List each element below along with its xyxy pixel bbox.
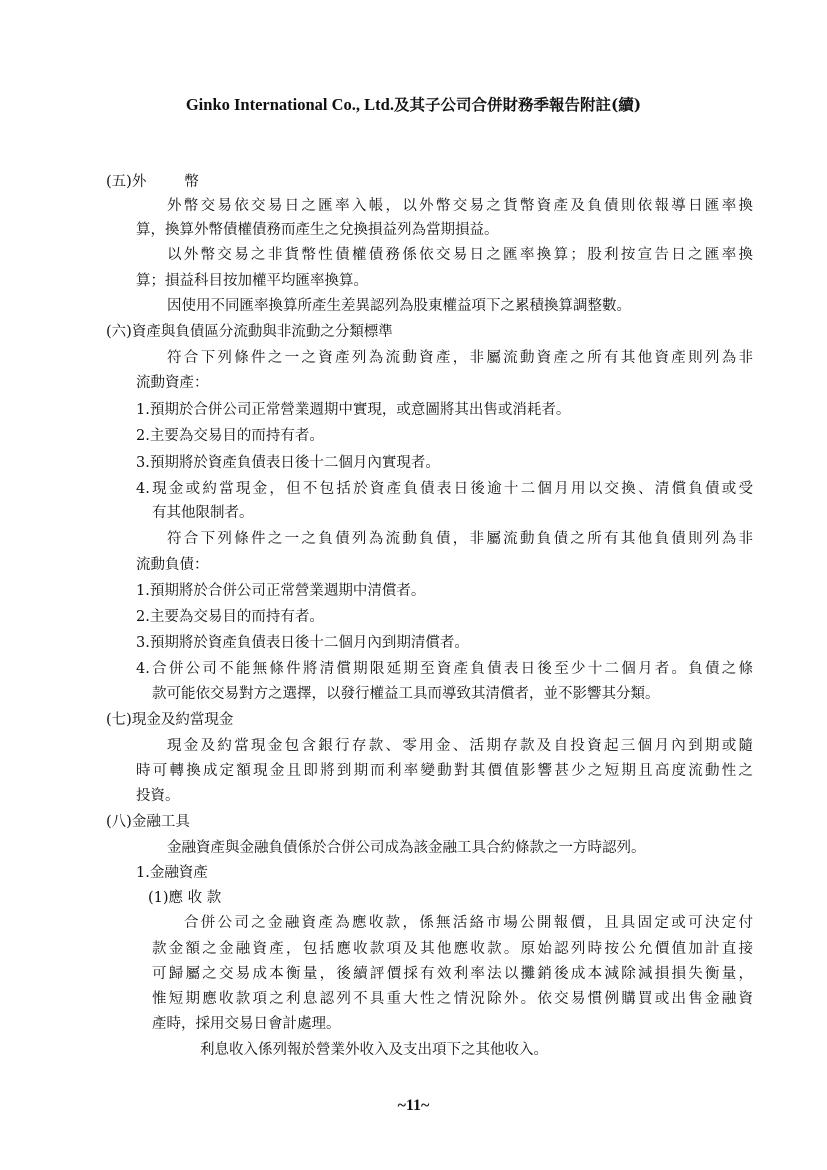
paragraph: 合併公司之金融資產為應收款，係無活絡市場公開報價，且具固定或可決定付 — [184, 915, 753, 931]
list-item-continued: 款可能依交易對方之選擇，以發行權益工具而導致其清償者，並不影響其分類。 — [152, 686, 660, 702]
section-7-heading: (七)現金及約當現金 — [106, 712, 234, 728]
paragraph: 外幣交易依交易日之匯率入帳，以外幣交易之貨幣資產及負債則依報導日匯率換 — [167, 198, 753, 214]
paragraph: 時可轉換成定額現金且即將到期而利率變動對其價值影響甚少之短期且高度流動性之 — [136, 763, 753, 779]
section-5-number: (五) — [106, 174, 132, 190]
paragraph: 符合下列條件之一之資產列為流動資產，非屬流動資產之所有其他資產則列為非 — [167, 350, 753, 366]
list-item: 3.預期將於資產負債表日後十二個月內到期清償者。 — [136, 635, 469, 651]
paragraph: 流動負債： — [136, 557, 209, 573]
list-item: 2.主要為交易目的而持有者。 — [136, 609, 324, 625]
page-title — [0, 94, 827, 116]
list-item: 4.現金或約當現金，但不包括於資產負債表日後逾十二個月用以交換、清償負債或受 — [136, 481, 753, 497]
paragraph: 流動資產： — [136, 375, 209, 391]
title-english: Ginko International Co., Ltd. — [185, 95, 394, 114]
paragraph: 可歸屬之交易成本衡量，後續評價採有效利率法以攤銷後成本減除減損損失衡量， — [152, 966, 753, 982]
paragraph: 因使用不同匯率換算所產生差異認列為股東權益項下之累積換算調整數。 — [167, 298, 631, 314]
paragraph: 惟短期應收款項之利息認列不具重大性之情況除外。依交易慣例購買或出售金融資 — [152, 991, 753, 1007]
section-5-title-a: 外 — [131, 174, 147, 190]
paragraph: 投資。 — [136, 788, 180, 804]
paragraph: 金融資產與金融負債係於合併公司成為該金融工具合約條款之一方時認列。 — [167, 840, 646, 856]
paragraph: 現金及約當現金包含銀行存款、零用金、活期存款及自投資起三個月內到期或隨 — [167, 738, 753, 754]
paragraph: 利息收入係列報於營業外收入及支出項下之其他收入。 — [200, 1042, 548, 1058]
section-6-heading: (六)資產與負債區分流動與非流動之分類標準 — [106, 324, 393, 340]
section-5-title-b: 幣 — [184, 174, 199, 190]
section-5-heading — [106, 172, 199, 192]
paragraph: 算；損益科目按加權平均匯率換算。 — [136, 273, 368, 289]
subsection-heading: (1)應 收 款 — [148, 890, 222, 906]
paragraph: 以外幣交易之非貨幣性債權債務係依交易日之匯率換算；股利按宣告日之匯率換 — [167, 247, 753, 263]
list-item: 4.合併公司不能無條件將清償期限延期至資產負債表日後至少十二個月者。負債之條 — [136, 661, 753, 677]
list-item: 1.預期將於合併公司正常營業週期中清償者。 — [136, 583, 426, 599]
paragraph: 產時，採用交易日會計處理。 — [152, 1016, 341, 1032]
list-item: 1.預期於合併公司正常營業週期中實現，或意圖將其出售或消耗者。 — [136, 402, 571, 418]
list-item-continued: 有其他限制者。 — [152, 505, 254, 521]
paragraph: 款金額之金融資產，包括應收款項及其他應收款。原始認列時按公允價值加計直接 — [152, 941, 753, 957]
subsection-heading: 1.金融資產 — [136, 865, 208, 881]
paragraph: 符合下列條件之一之負債列為流動負債，非屬流動負債之所有其他負債則列為非 — [167, 531, 753, 547]
list-item: 3.預期將於資產負債表日後十二個月內實現者。 — [136, 455, 440, 471]
title-chinese: 及其子公司合併財務季報告附註(續) — [393, 95, 642, 114]
page-number: ~11~ — [397, 1097, 430, 1114]
section-8-heading: (八)金融工具 — [106, 814, 190, 830]
paragraph: 算，換算外幣債權債務而產生之兌換損益列為當期損益。 — [136, 222, 499, 238]
list-item: 2.主要為交易目的而持有者。 — [136, 428, 324, 444]
